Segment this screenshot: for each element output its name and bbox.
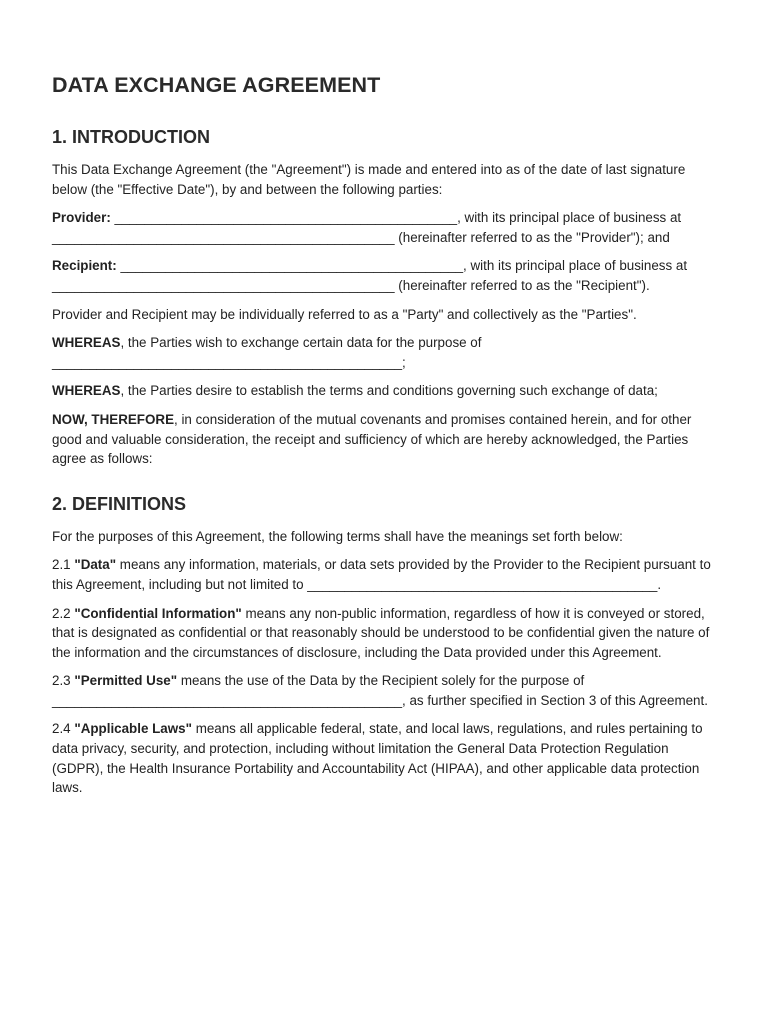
provider-paragraph — [52, 208, 720, 247]
definition-term: "Data" — [74, 557, 117, 573]
definition-number: 2.2 — [52, 605, 75, 621]
definition-number: 2.3 — [52, 673, 75, 689]
definition-term: "Confidential Information" — [74, 605, 242, 621]
definition-text: means any non-public information, regardless of how it is conveyed or stored, that is designated as confidential or that reasonably should be understood to be confidential given the nature of the information and the circumstances of disclosure, including the Data provided under this Agreement. — [52, 605, 710, 660]
definition-term: "Applicable Laws" — [74, 721, 192, 737]
now-therefore-text: , in consideration of the mutual covenants and promises contained herein, and for other good and valuable consideration, the receipt and sufficiency of which are hereby acknowledged, the Parties agree as follows: — [52, 411, 692, 467]
provider-label: Provider: — [52, 210, 111, 226]
provider-text: ______________________________________________, with its principal place of business at ______________________________________________ (hereinafter referred to as the "Provider"); and — [52, 210, 682, 245]
definition-item-permitted-use — [52, 671, 720, 710]
definition-item-applicable-laws — [52, 719, 720, 797]
parties-paragraph: Provider and Recipient may be individually referred to as a "Party" and collectively as the "Parties". — [52, 306, 637, 322]
now-therefore-label: NOW, THEREFORE — [52, 411, 175, 427]
definition-text: means any information, materials, or data sets provided by the Provider to the Recipient pursuant to this Agreement, including but not limited to _______________________________________________. — [52, 557, 711, 592]
recipient-paragraph — [52, 256, 720, 295]
whereas-label-2: WHEREAS — [52, 383, 121, 399]
now-therefore-paragraph — [52, 410, 720, 469]
whereas-label-1: WHEREAS — [52, 335, 121, 351]
definition-number: 2.1 — [52, 557, 75, 573]
definition-text: means the use of the Data by the Recipient solely for the purpose of _______________________________________________, as further specified in Section 3 of this Agreement. — [52, 673, 708, 708]
document-title: DATA EXCHANGE AGREEMENT — [52, 73, 381, 97]
definition-item-confidential-information — [52, 604, 720, 663]
recipient-text: ______________________________________________, with its principal place of business at ______________________________________________ (hereinafter referred to as the "Recipient"). — [52, 258, 688, 293]
document-page — [52, 70, 720, 798]
whereas-paragraph-2 — [52, 381, 720, 401]
intro-paragraph: This Data Exchange Agreement (the "Agreement") is made and entered into as of the date of last signature below (the "Effective Date"), by and between the following parties: — [52, 162, 686, 197]
whereas-paragraph-1 — [52, 333, 720, 372]
whereas-text-2: , the Parties desire to establish the terms and conditions governing such exchange of data; — [120, 383, 658, 399]
definitions-intro-paragraph: For the purposes of this Agreement, the following terms shall have the meanings set forth below: — [52, 528, 623, 544]
recipient-label: Recipient: — [52, 258, 117, 274]
section-heading-introduction: 1. INTRODUCTION — [52, 127, 211, 147]
definition-number: 2.4 — [52, 721, 75, 737]
whereas-text-1: , the Parties wish to exchange certain data for the purpose of _______________________________________________; — [52, 335, 482, 370]
definition-item-data — [52, 555, 720, 594]
section-heading-definitions: 2. DEFINITIONS — [52, 493, 187, 514]
definition-term: "Permitted Use" — [74, 673, 178, 689]
definition-text: means all applicable federal, state, and local laws, regulations, and rules pertaining to data privacy, security, and protection, including without limitation the General Data Protection Regulation (GDPR), the Health Insurance Portability and Accountability Act (HIPAA), and other applicable data protection laws. — [52, 721, 703, 796]
